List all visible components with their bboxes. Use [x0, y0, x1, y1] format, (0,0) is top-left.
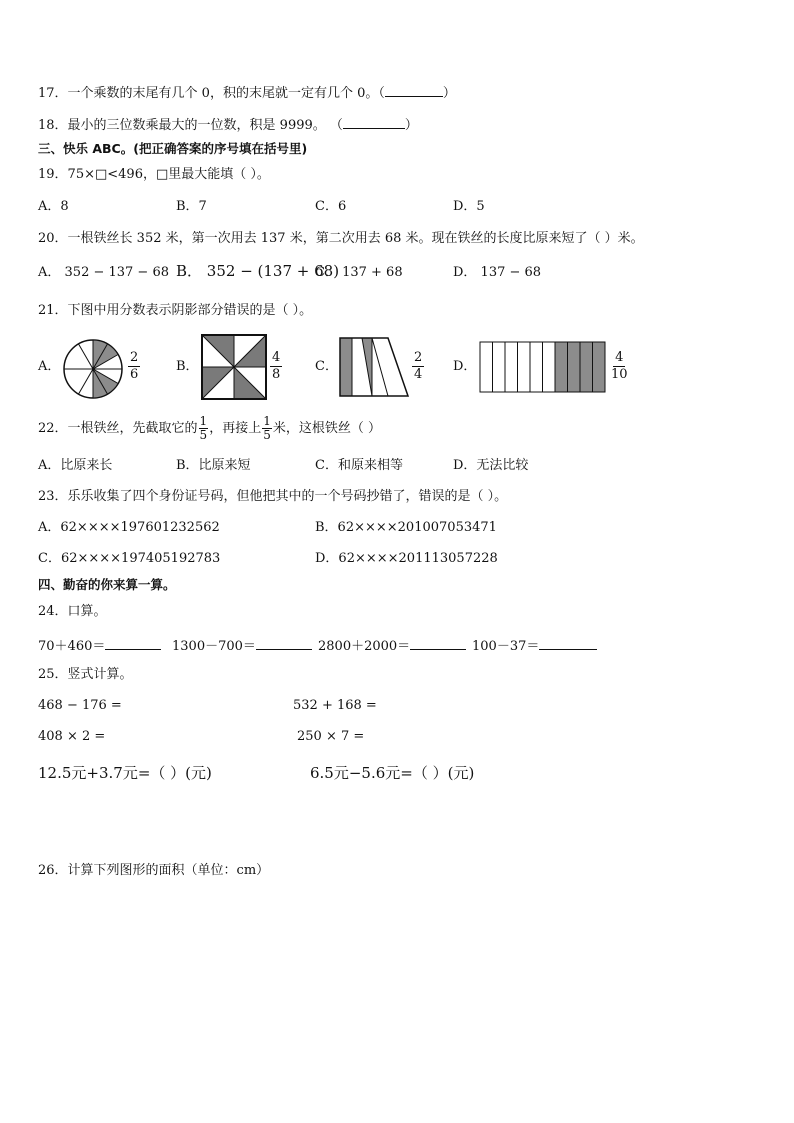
- q22-option-b[interactable]: B．比原来短: [176, 458, 251, 473]
- answer-blank[interactable]: [343, 114, 405, 129]
- question-17: [38, 82, 456, 103]
- q22-fraction-1: [199, 415, 209, 442]
- fraction-numerator: 1: [263, 414, 271, 428]
- fraction-numerator: 4: [615, 350, 624, 365]
- q23-option-d[interactable]: D．62××××201113057228: [315, 551, 498, 566]
- question-23-stem: 23．乐乐收集了四个身份证号码，但他把其中的一个号码抄错了，错误的是（ ）。: [38, 489, 508, 504]
- q22-option-c[interactable]: C．和原来相等: [315, 458, 403, 473]
- q21-option-a-label[interactable]: A．: [38, 359, 61, 374]
- q21-circle-figure: [62, 338, 124, 400]
- q24-expr: 100－37＝: [472, 639, 540, 654]
- section-3-heading: 三、快乐 ABC。(把正确答案的序号填在括号里): [38, 141, 308, 156]
- q19-option-b[interactable]: B．7: [176, 199, 207, 214]
- q21-b-fraction: [270, 350, 282, 383]
- answer-blank[interactable]: [256, 635, 312, 650]
- q22-text-2: ，再接上: [209, 421, 262, 436]
- q25-item-4: 250 × 7 =: [297, 729, 365, 744]
- fraction-numerator: 2: [414, 350, 423, 365]
- question-18: [38, 114, 418, 135]
- q18-text: 18．最小的三位数乘最大的一位数，积是 9999。 （: [38, 118, 343, 133]
- fraction-denominator: 10: [611, 367, 628, 382]
- answer-blank[interactable]: [410, 635, 466, 650]
- question-26-stem: 26．计算下列图形的面积（单位：cm）: [38, 863, 270, 878]
- q20-option-b[interactable]: B． 352 − (137 + 68): [176, 262, 340, 280]
- q17-text: 17．一个乘数的末尾有几个 0，积的末尾就一定有几个 0。（: [38, 86, 385, 101]
- q21-a-fraction: [128, 350, 140, 383]
- q22-fraction-2: [262, 415, 272, 442]
- q24-item-2: [172, 635, 312, 656]
- question-24-stem: 24．口算。: [38, 604, 107, 619]
- q20-option-d[interactable]: D． 137 − 68: [453, 265, 542, 280]
- fraction-denominator: 4: [414, 367, 423, 382]
- question-25-stem: 25．竖式计算。: [38, 667, 133, 682]
- fraction-denominator: 8: [272, 367, 281, 382]
- q23-option-c[interactable]: C．62××××197405192783: [38, 551, 221, 566]
- q20-option-c[interactable]: C． 137 + 68: [315, 265, 403, 280]
- fraction-denominator: 5: [199, 428, 208, 442]
- fraction-denominator: 5: [263, 428, 271, 442]
- q23-option-b[interactable]: B．62××××201007053471: [315, 520, 497, 535]
- question-19-stem: 19．75×□<496，□里最大能填（ ）。: [38, 167, 270, 182]
- answer-blank[interactable]: [385, 82, 443, 97]
- q21-option-d-label[interactable]: D．: [453, 359, 477, 374]
- fraction-numerator: 2: [130, 350, 139, 365]
- fraction-denominator: 6: [130, 367, 139, 382]
- q22-option-a[interactable]: A．比原来长: [38, 458, 113, 473]
- q22-text-3: 米，这根铁丝（ ）: [272, 421, 381, 436]
- q19-option-a[interactable]: A．8: [38, 199, 69, 214]
- q25-money-2: 6.5元−5.6元=（ ）(元): [310, 764, 475, 782]
- q24-item-1: [38, 635, 161, 656]
- q19-option-c[interactable]: C．6: [315, 199, 347, 214]
- q24-item-3: [318, 635, 466, 656]
- q21-option-b-label[interactable]: B．: [176, 359, 199, 374]
- q21-strip-figure: [479, 341, 609, 393]
- q22-option-d[interactable]: D．无法比较: [453, 458, 529, 473]
- answer-blank[interactable]: [539, 635, 597, 650]
- q20-option-a[interactable]: A． 352 − 137 − 68: [38, 265, 170, 280]
- q21-trapezoid-figure: [338, 336, 410, 398]
- q22-text-1: 22．一根铁丝，先截取它的: [38, 421, 198, 436]
- q23-option-a[interactable]: A．62××××197601232562: [38, 520, 220, 535]
- q18-close: ）: [404, 118, 418, 133]
- q21-square-figure: [201, 334, 267, 400]
- fraction-numerator: 1: [199, 414, 208, 428]
- q25-item-1: 468 − 176 =: [38, 698, 122, 713]
- question-22-stem: [38, 414, 381, 444]
- q21-option-c-label[interactable]: C．: [315, 359, 338, 374]
- q21-d-fraction: [611, 350, 628, 383]
- question-21-stem: 21．下图中用分数表示阴影部分错误的是（ ）。: [38, 303, 313, 318]
- question-20-stem: 20．一根铁丝长 352 米，第一次用去 137 米，第二次用去 68 米。现在铁丝的长度比原来短了（ ）米。: [38, 231, 644, 246]
- answer-blank[interactable]: [105, 635, 161, 650]
- q17-close: ）: [442, 86, 456, 101]
- section-4-heading: 四、勤奋的你来算一算。: [38, 577, 176, 592]
- q25-money-1: 12.5元+3.7元=（ ）(元): [38, 764, 212, 782]
- q24-expr: 70＋460＝: [38, 639, 106, 654]
- q25-item-2: 532 + 168 =: [293, 698, 377, 713]
- fraction-numerator: 4: [272, 350, 281, 365]
- q24-expr: 1300－700＝: [172, 639, 256, 654]
- q24-item-4: [472, 635, 597, 656]
- q24-expr: 2800＋2000＝: [318, 639, 411, 654]
- q25-item-3: 408 × 2 =: [38, 729, 106, 744]
- q19-option-d[interactable]: D．5: [453, 199, 485, 214]
- q21-c-fraction: [412, 350, 424, 383]
